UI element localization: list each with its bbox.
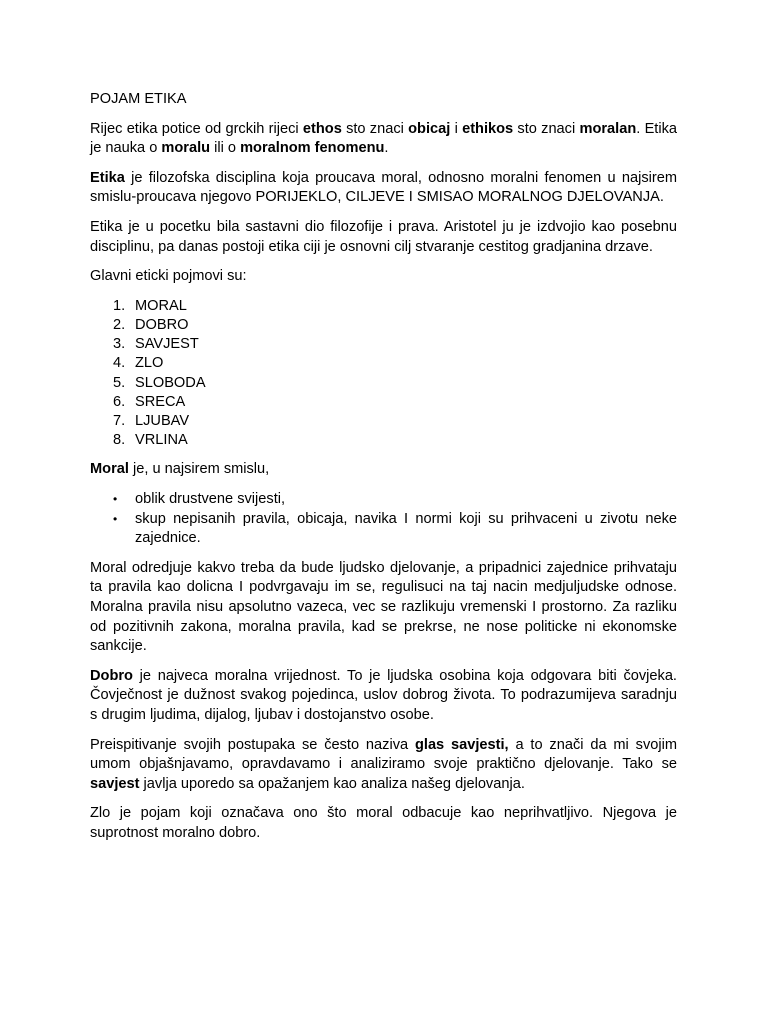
- paragraph-definition: [90, 120, 677, 159]
- list-item: [90, 316, 677, 335]
- page-title: POJAM ETIKA: [90, 91, 187, 107]
- bullet-icon: •: [113, 491, 118, 506]
- paragraph-dobro: [90, 667, 677, 726]
- bold-term: moralu: [161, 140, 211, 157]
- list-number: 3.: [113, 336, 126, 353]
- list-item-label: DOBRO: [135, 316, 189, 333]
- list-item-label: VRLINA: [135, 432, 188, 449]
- bullet-icon: •: [113, 511, 118, 526]
- text-span: Preispitivanje svojih postupaka se često naziva: [90, 736, 415, 753]
- list-number: 5.: [113, 374, 126, 391]
- text-span: . Etika je nauka o: [90, 120, 678, 157]
- text-span: sto znaci: [513, 120, 580, 137]
- list-item-label: SRECA: [135, 393, 186, 410]
- text-span: je, u najsirem smislu,: [128, 461, 270, 478]
- paragraph-zlo: Zlo je pojam koji označava ono što moral odbacuje kao neprihvatljivo. Njegova je suprotnost moralno dobro.: [90, 805, 677, 841]
- list-number: 7.: [113, 412, 126, 429]
- list-item: [90, 393, 677, 412]
- bullet-item: [90, 510, 677, 549]
- list-item-label: ZLO: [135, 355, 164, 372]
- list-item-label: MORAL: [135, 297, 187, 314]
- list-item: [90, 412, 677, 431]
- text-span: ili o: [210, 140, 241, 157]
- paragraph-terms-intro: Glavni eticki pojmovi su:: [90, 268, 247, 285]
- text-span: je filozofska disciplina koja proucava moral, odnosno moralni fenomen u najsirem smislu-proucava njegovo PORIJEKLO, CILJEVE I SMISAO MORALNOG DJELOVANJA.: [90, 169, 677, 206]
- bold-term: moralnom fenomenu: [240, 140, 385, 157]
- moral-bullet-list: [90, 490, 677, 549]
- bold-term: ethos: [302, 120, 342, 137]
- bold-term: moralan: [579, 120, 637, 137]
- bullet-text: oblik drustvene svijesti,: [135, 490, 286, 507]
- list-item: [90, 354, 677, 373]
- text-span: sto znaci: [341, 120, 409, 137]
- paragraph-history: Etika je u pocetku bila sastavni dio filozofije i prava. Aristotel ju je izdvojio kao posebnu disciplinu, pa danas postoji etika ciji je osnovni cilj stvaranje cestitog gradjanina drzave.: [90, 218, 677, 255]
- text-span: i: [450, 120, 463, 137]
- bullet-text: skup nepisanih pravila, obicaja, navika I normi koji su prihvaceni u zivotu neke zajednice.: [135, 510, 677, 547]
- list-item: [90, 335, 677, 354]
- paragraph-savjest: [90, 736, 677, 795]
- terms-list: [90, 297, 677, 451]
- list-number: 6.: [113, 393, 126, 410]
- bold-term: savjest: [90, 775, 140, 792]
- text-span: a to znači da mi svojim umom objašnjavamo, opravdavamo i analiziramo svoje praktično djelovanje. Tako se: [90, 736, 677, 773]
- paragraph-etika: [90, 169, 677, 208]
- list-number: 4.: [113, 355, 126, 372]
- bold-term: Dobro: [90, 667, 133, 684]
- bold-term: Etika: [90, 169, 125, 186]
- list-number: 1.: [113, 297, 126, 314]
- list-number: 8.: [113, 432, 126, 449]
- list-item: [90, 431, 677, 450]
- text-span: Rijec etika potice od grckih rijeci: [90, 120, 303, 137]
- text-span: javlja uporedo sa opažanjem kao analiza našeg djelovanja.: [139, 775, 525, 792]
- paragraph-moral-rules: Moral odredjuje kakvo treba da bude ljudsko djelovanje, a pripadnici zajednice prihvataju ta pravila kao dolicna I podvrgavaju im se, regulisuci na taj nacin medjuljudske odnose. Moralna pravila nisu apsolutno vazeca, vec se razlikuju vremenski I prostorno. Za razliku od pozitivnih zakona, moralna pravila, kad se prekrse, ne nose politicke ni ekonomske sankcije.: [90, 559, 677, 655]
- list-number: 2.: [113, 316, 126, 333]
- list-item-label: LJUBAV: [135, 412, 190, 429]
- list-item: [90, 374, 677, 393]
- text-span: .: [384, 140, 389, 157]
- list-item: [90, 297, 677, 316]
- list-item-label: SLOBODA: [135, 374, 206, 391]
- paragraph-moral-intro: [90, 460, 677, 480]
- document-page: [90, 90, 677, 853]
- list-item-label: SAVJEST: [135, 336, 199, 353]
- bold-term: obicaj: [408, 120, 451, 137]
- bold-term: glas savjesti,: [414, 736, 509, 753]
- bold-term: Moral: [90, 461, 129, 478]
- bold-term: ethikos: [462, 120, 514, 137]
- bullet-item: [90, 490, 677, 510]
- text-span: je najveca moralna vrijednost. To je ljudska osobina koja odgovara biti čovjeka. Čovječnost je dužnost svakog pojedinca, uslov dobrog života. To podrazumijeva saradnju s drugim ljudima, dijalog, ljubav i dostojanstvo osobe.: [90, 667, 677, 723]
